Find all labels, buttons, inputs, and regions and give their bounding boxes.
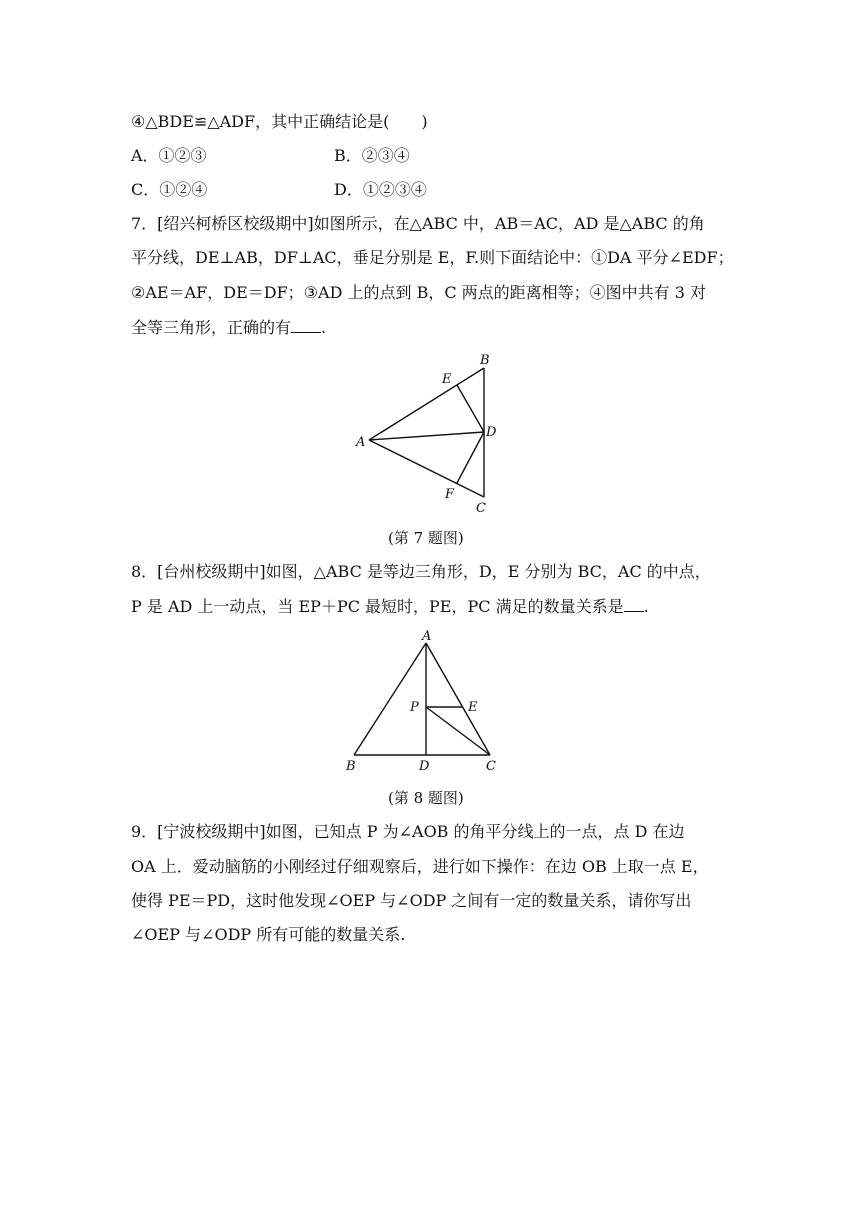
q8-line-1: 8．[台州校级期中]如图，△ABC 是等边三角形，D，E 分别为 BC，AC 的中点， xyxy=(131,562,711,581)
q6-option-b: B．②③④ xyxy=(334,146,410,165)
q7-label-f: F xyxy=(445,487,455,502)
q8-segment-pc xyxy=(426,707,490,755)
q7-segment-ab xyxy=(369,368,484,440)
q9-line-4: ∠OEP 与∠ODP 所有可能的数量关系. xyxy=(131,925,406,944)
q8-label-b: B xyxy=(346,759,356,774)
q8-line-2-text: P 是 AD 上一动点，当 EP＋PC 最短时，PE，PC 满足的数量关系是 xyxy=(131,597,624,616)
q7-label-c: C xyxy=(476,501,486,516)
q6-condition-4: ④△BDE≌△ADF，其中正确结论是( ) xyxy=(131,112,428,131)
q8-line-2-end: . xyxy=(643,597,649,616)
q9-line-2: OA 上．爱动脑筋的小刚经过仔细观察后，进行如下操作：在边 OB 上取一点 E， xyxy=(131,857,709,876)
q7-caption: (第 7 题图) xyxy=(388,529,464,547)
q7-line-4-end: . xyxy=(321,318,327,337)
q8-label-a: A xyxy=(422,629,432,644)
q8-label-p: P xyxy=(410,700,419,715)
q7-label-a: A xyxy=(356,435,366,450)
q6-option-c: C．①②④ xyxy=(131,180,208,199)
q8-caption: (第 8 题图) xyxy=(388,789,464,807)
q8-segment-ab xyxy=(354,643,426,755)
q7-answer-blank xyxy=(291,318,321,333)
q8-label-c: C xyxy=(486,759,496,774)
q7-label-b: B xyxy=(480,353,490,368)
q7-line-3: ②AE＝AF，DE＝DF；③AD 上的点到 B，C 两点的距离相等；④图中共有 3 对 xyxy=(131,283,707,302)
q6-option-a: A．①②③ xyxy=(131,146,207,165)
q7-segment-de xyxy=(457,385,484,432)
q7-segment-ad xyxy=(369,432,484,440)
q7-line-4 xyxy=(131,318,326,338)
q8-label-d: D xyxy=(419,759,430,774)
q7-line-2: 平分线，DE⊥AB，DF⊥AC，垂足分别是 E，F.则下面结论中：①DA 平分∠EDF； xyxy=(131,248,734,267)
q7-segment-df xyxy=(457,432,484,483)
q7-line-4-text: 全等三角形，正确的有 xyxy=(131,318,292,337)
q8-segment-ac xyxy=(426,643,490,755)
q8-line-2 xyxy=(131,597,649,617)
q7-line-1: 7．[绍兴柯桥区校级期中]如图所示，在△ABC 中，AB＝AC，AD 是△ABC 的角 xyxy=(131,214,705,233)
q7-segment-ac xyxy=(369,440,484,497)
q8-label-e: E xyxy=(468,700,478,715)
q9-line-1: 9．[宁波校级期中]如图，已知点 P 为∠AOB 的角平分线上的一点，点 D 在边 xyxy=(131,822,685,841)
q7-label-e: E xyxy=(442,372,452,387)
q7-label-d: D xyxy=(486,425,497,440)
q8-answer-blank xyxy=(624,597,644,612)
q9-line-3: 使得 PE＝PD，这时他发现∠OEP 与∠ODP 之间有一定的数量关系，请你写出 xyxy=(131,891,692,910)
q6-option-d: D．①②③④ xyxy=(334,180,427,199)
